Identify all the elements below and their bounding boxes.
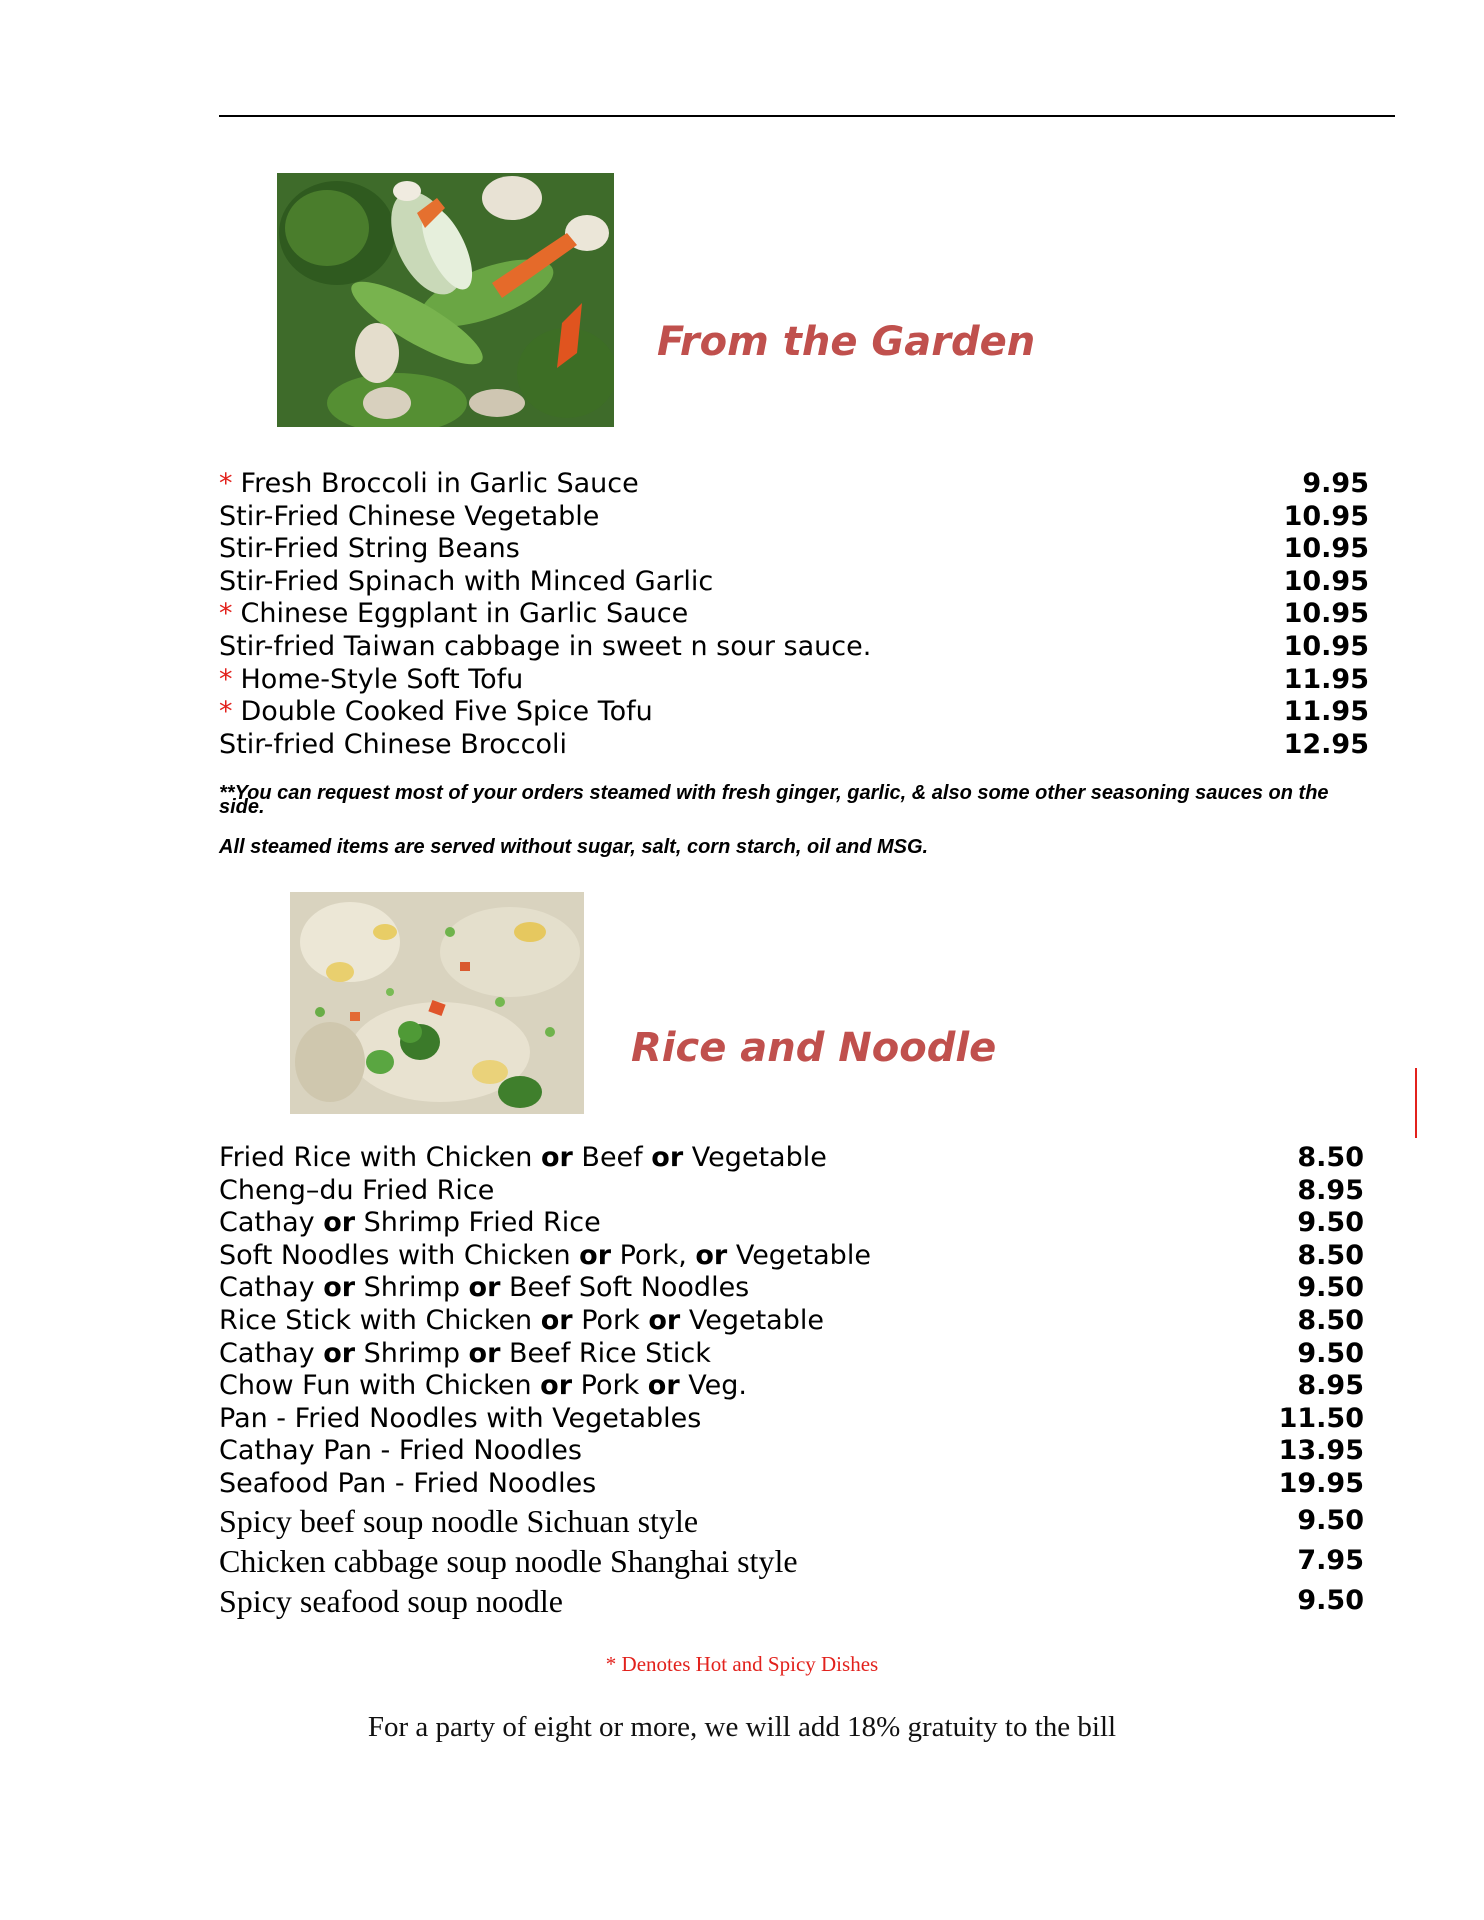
menu-item bbox=[219, 664, 1369, 697]
menu-item-name: Stir-Fried Chinese Vegetable bbox=[219, 500, 600, 532]
menu-item-name: Fried Rice with Chicken or Beef or Vegetable bbox=[219, 1142, 827, 1173]
menu-item-name: Spicy seafood soup noodle bbox=[219, 1582, 563, 1619]
menu-item-price: 8.50 bbox=[1297, 1239, 1364, 1271]
menu-item-price: 10.95 bbox=[1283, 500, 1369, 532]
menu-item-name: Chicken cabbage soup noodle Shanghai style bbox=[219, 1542, 798, 1579]
menu-item-name: Cathay Pan - Fried Noodles bbox=[219, 1435, 582, 1467]
gratuity-note: For a party of eight or more, we will add 18% gratuity to the bill bbox=[367, 1711, 1117, 1743]
menu-item-name: * Fresh Broccoli in Garlic Sauce bbox=[219, 468, 639, 499]
menu-item-price: 9.50 bbox=[1297, 1584, 1364, 1616]
menu-item bbox=[219, 598, 1369, 631]
menu-item-name: Seafood Pan - Fried Noodles bbox=[219, 1467, 597, 1499]
menu-item-price: 9.50 bbox=[1297, 1272, 1364, 1304]
menu-item-price: 9.50 bbox=[1297, 1504, 1364, 1536]
section-title-garden: From the Garden bbox=[657, 319, 1036, 365]
menu-item-price: 8.50 bbox=[1297, 1304, 1364, 1336]
menu-item bbox=[219, 501, 1369, 534]
menu-item bbox=[219, 468, 1369, 501]
menu-item-name: Cheng–du Fried Rice bbox=[219, 1174, 495, 1206]
menu-item-name: * Home-Style Soft Tofu bbox=[219, 663, 524, 695]
menu-item-name: * Double Cooked Five Spice Tofu bbox=[219, 696, 653, 728]
menu-item bbox=[219, 729, 1369, 762]
menu-item-name: Stir-fried Chinese Broccoli bbox=[219, 728, 567, 760]
top-rule bbox=[219, 115, 1395, 117]
steam-request-note: **You can request most of your orders steamed with fresh ginger, garlic, & also some other seasoning sauces on the side. bbox=[219, 782, 1329, 818]
menu-item-name: Stir-Fried String Beans bbox=[219, 533, 520, 565]
menu-item-name: Rice Stick with Chicken or Pork or Vegetable bbox=[219, 1304, 824, 1336]
menu-item-price: 10.95 bbox=[1283, 630, 1369, 662]
menu-item bbox=[219, 1403, 1364, 1436]
menu-item bbox=[219, 631, 1369, 664]
menu-item-price: 10.95 bbox=[1283, 598, 1369, 630]
menu-item bbox=[219, 1541, 1364, 1581]
menu-item-name: Cathay or Shrimp or Beef Rice Stick bbox=[219, 1337, 711, 1369]
menu-item bbox=[219, 1207, 1364, 1240]
menu-item-name: * Chinese Eggplant in Garlic Sauce bbox=[219, 598, 689, 630]
menu-item-price: 8.95 bbox=[1297, 1174, 1364, 1206]
spicy-marker: * bbox=[219, 696, 233, 728]
menu-item-price: 10.95 bbox=[1283, 533, 1369, 565]
menu-item-price: 8.95 bbox=[1297, 1370, 1364, 1402]
menu-item-price: 9.50 bbox=[1297, 1207, 1364, 1239]
menu-item bbox=[219, 1175, 1364, 1208]
spicy-marker: * bbox=[219, 598, 233, 630]
menu-item-price: 11.50 bbox=[1278, 1402, 1364, 1434]
menu-item bbox=[219, 1581, 1364, 1621]
fried-rice-photo bbox=[290, 892, 584, 1114]
menu-item bbox=[219, 1370, 1364, 1403]
vegetable-stir-fry-photo bbox=[277, 173, 614, 427]
menu-item-price: 12.95 bbox=[1283, 728, 1369, 760]
menu-item bbox=[219, 1142, 1364, 1175]
menu-item-price: 10.95 bbox=[1283, 565, 1369, 597]
menu-item-name: Spicy beef soup noodle Sichuan style bbox=[219, 1502, 699, 1539]
menu-item bbox=[219, 1501, 1364, 1541]
menu-item-price: 7.95 bbox=[1297, 1544, 1364, 1576]
margin-mark bbox=[1415, 1068, 1417, 1138]
menu-item bbox=[219, 1272, 1364, 1305]
menu-item bbox=[219, 1435, 1364, 1468]
menu-item bbox=[219, 696, 1369, 729]
menu-item bbox=[219, 1240, 1364, 1273]
menu-item-price: 8.50 bbox=[1297, 1142, 1364, 1173]
menu-item-name: Chow Fun with Chicken or Pork or Veg. bbox=[219, 1370, 747, 1402]
menu-item bbox=[219, 1468, 1364, 1501]
menu-item bbox=[219, 566, 1369, 599]
menu-item-name: Pan - Fried Noodles with Vegetables bbox=[219, 1402, 702, 1434]
garden-menu-list bbox=[219, 468, 1369, 761]
menu-item-price: 9.50 bbox=[1297, 1337, 1364, 1369]
menu-item bbox=[219, 1305, 1364, 1338]
menu-item-price: 9.95 bbox=[1302, 468, 1369, 499]
menu-item-price: 13.95 bbox=[1278, 1435, 1364, 1467]
menu-item bbox=[219, 533, 1369, 566]
steamed-items-note: All steamed items are served without sugar, salt, corn starch, oil and MSG. bbox=[219, 836, 929, 858]
menu-item-name: Cathay or Shrimp Fried Rice bbox=[219, 1207, 601, 1239]
menu-item-name: Stir-fried Taiwan cabbage in sweet n sour sauce. bbox=[219, 630, 872, 662]
menu-item-name: Soft Noodles with Chicken or Pork, or Vegetable bbox=[219, 1239, 871, 1271]
menu-item-price: 19.95 bbox=[1278, 1467, 1364, 1499]
menu-item-name: Stir-Fried Spinach with Minced Garlic bbox=[219, 565, 714, 597]
menu-item bbox=[219, 1338, 1364, 1371]
rice-noodle-menu-list bbox=[219, 1142, 1364, 1621]
menu-item-name: Cathay or Shrimp or Beef Soft Noodles bbox=[219, 1272, 750, 1304]
section-title-rice-noodle: Rice and Noodle bbox=[631, 1025, 997, 1071]
spicy-marker: * bbox=[219, 468, 233, 499]
spicy-legend: * Denotes Hot and Spicy Dishes bbox=[605, 1652, 879, 1676]
menu-item-price: 11.95 bbox=[1283, 663, 1369, 695]
menu-item-price: 11.95 bbox=[1283, 696, 1369, 728]
spicy-marker: * bbox=[219, 663, 233, 695]
